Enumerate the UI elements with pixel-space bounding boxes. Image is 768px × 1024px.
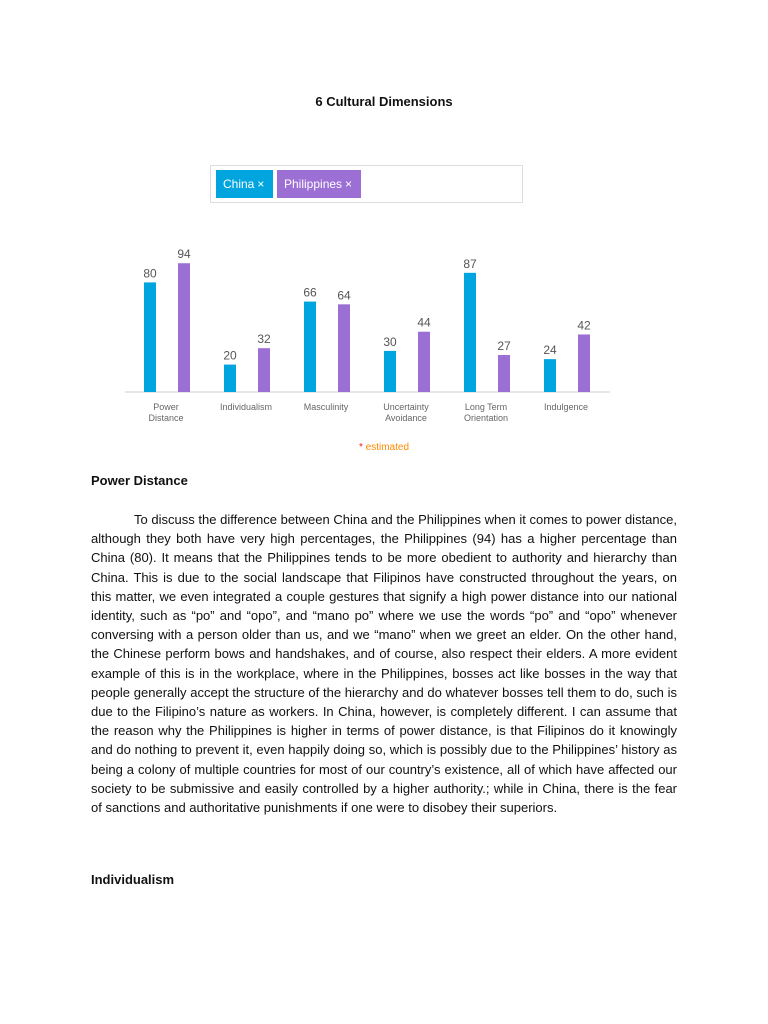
heading-individualism: Individualism [91, 872, 175, 887]
bar-philippines [178, 263, 190, 392]
category-label: Masculinity [303, 402, 349, 412]
category-label: Orientation [463, 413, 509, 423]
tag-china[interactable] [216, 170, 273, 198]
bar-philippines [338, 304, 350, 392]
estimated-note [0, 442, 768, 453]
category-label: Distance [148, 413, 184, 423]
category-label: Long Term [464, 402, 508, 412]
bar-value-label: 80 [143, 266, 157, 281]
country-selector[interactable] [210, 165, 523, 203]
bar-value-label: 94 [177, 247, 191, 262]
power-distance-paragraph: To discuss the difference between China and the Philippines when it comes to power distance, although they both have very high percentages, the Philippines (94) has a higher percentage than China (80). It means that the Philippines tends to be more obedient to authority and hierarchy than China. This is due to the social landscape that Filipinos have constructed throughout the years, on this matter, we even integrated a couple gestures that signify a high power distance into our national identity, such as “po” and “opo”, and “mano po” where we use the words “po” and “opo” whenever conversing with a person older than us, and we “mano” when we greet an elder. On the other hand, the Chinese perform bows and handshakes, and of course, also respect their elders. A more evident example of this is in the workplace, where in the Philippines, bosses act like bosses in the way that people generally accept the structure of the hierarchy and do whatever bosses tell them to do, such is due to the Filipino’s nature as workers. In China, however, is completely different. I can assume that the reason why the Philippines is higher in terms of power distance, is that Filipinos do it knowingly and do nothing to prevent it, even happily doing so, which is possibly due to the Philippines’ history as being a colony of multiple countries for most of our country’s existence, all of which have affected our society to be submissive and easily controlled by a higher authority.; while in China, there is the fear of sanctions and authoritative punishments if one were to disobey their superiors. [91, 512, 677, 816]
remove-philippines-icon[interactable]: × [345, 177, 353, 191]
bar-value-label: 30 [383, 334, 397, 349]
bar-china [224, 365, 236, 392]
bar-value-label: 87 [463, 256, 477, 271]
tag-china-label: China [223, 177, 255, 191]
bar-china [384, 351, 396, 392]
bar-china [304, 302, 316, 392]
category-label: Individualism [219, 402, 273, 412]
tag-philippines-label: Philippines [284, 177, 343, 191]
category-label: Indulgence [543, 402, 589, 412]
bar-china [544, 359, 556, 392]
bar-value-label: 20 [223, 348, 237, 363]
bar-value-label: 64 [337, 288, 351, 303]
bar-philippines [418, 332, 430, 392]
cultural-dimensions-chart [120, 240, 620, 435]
category-label: Avoidance [385, 413, 427, 423]
bar-value-label: 66 [303, 285, 317, 300]
category-label: Uncertainty [383, 402, 429, 412]
bar-value-label: 44 [417, 315, 431, 330]
tag-philippines[interactable] [277, 170, 361, 198]
bar-value-label: 24 [543, 343, 557, 358]
bar-value-label: 42 [577, 318, 591, 333]
category-label: Power [153, 402, 179, 412]
bar-value-label: 27 [497, 339, 511, 354]
remove-china-icon[interactable]: × [257, 177, 265, 191]
heading-power-distance: Power Distance [91, 473, 188, 488]
note-asterisk: * [358, 442, 363, 453]
bar-china [464, 273, 476, 392]
bar-philippines [578, 334, 590, 392]
bar-philippines [498, 355, 510, 392]
bar-china [144, 282, 156, 392]
page-title: 6 Cultural Dimensions [315, 94, 453, 109]
note-text: estimated [365, 442, 410, 453]
bar-value-label: 32 [257, 332, 271, 347]
bar-philippines [258, 348, 270, 392]
